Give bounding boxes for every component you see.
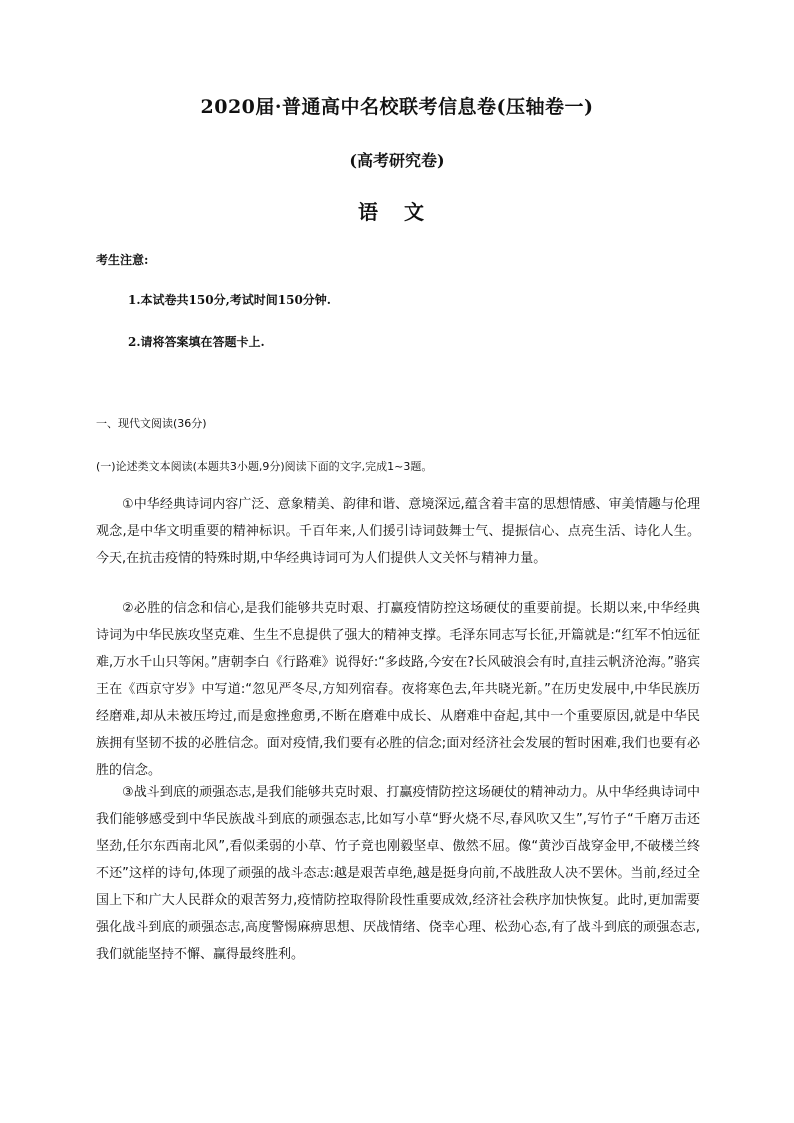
notice-item: 1.本试卷共150分,考试时间150分钟. (128, 293, 331, 307)
subsection-heading: (一)论述类文本阅读(本题共3小题,9分)阅读下面的文字,完成1~3题。 (96, 460, 433, 473)
paragraph: ③战斗到底的顽强态志,是我们能够共克时艰、打赢疫情防控这场硬仗的精神动力。从中华经典诗词中我们能够感受到中华民族战斗到底的顽强态志,比如写小草“野火烧不尽,春风吹又生”,写竹子“千磨万击还坚劲,任尔东西南北风”,看似柔弱的小草、竹子竟也刚毅坚卓、傲然不屈。像“黄沙百战穿金甲,不破楼兰终不还”这样的诗句,体现了顽强的战斗态志:越是艰苦卓绝,越是挺身向前,不战胜敌人决不罢休。当前,经过全国上下和广大人民群众的艰苦努力,疫情防控取得阶段性重要成效,经济社会秩序加快恢复。此时,更加需要强化战斗到底的顽强态志,高度警惕麻痹思想、厌战情绪、侥幸心理、松劲心态,有了战斗到底的顽强态志,我们就能坚持不懈、赢得最终胜利。 (96, 785, 700, 962)
notice-item: 2.请将答案填在答题卡上. (128, 335, 265, 349)
exam-subtitle: (高考研究卷) (349, 151, 445, 170)
notice-heading: 考生注意: (96, 253, 149, 267)
subject-title: 语文 (358, 200, 450, 224)
paragraph: ①中华经典诗词内容广泛、意象精美、韵律和谐、意境深远,蕴含着丰富的思想情感、审美情趣与伦理观念,是中华文明重要的精神标识。千百年来,人们援引诗词鼓舞士气、提振信心、点亮生活、诗化人生。今天,在抗击疫情的特殊时期,中华经典诗词可为人们提供人文关怀与精神力量。 (96, 497, 700, 566)
paragraph: ②必胜的信念和信心,是我们能够共克时艰、打赢疫情防控这场硬仗的重要前提。长期以来,中华经典诗词为中华民族攻坚克难、生生不息提供了强大的精神支撑。毛泽东同志写长征,开篇就是:“红军不怕远征难,万水千山只等闲。”唐朝李白《行路难》说得好:“多歧路,今安在?长风破浪会有时,直挂云帆济沧海。”骆宾王在《西京守岁》中写道:“忽见严冬尽,方知列宿春。夜将寒色去,年共晓光新。”在历史发展中,中华民族历经磨难,却从未被压垮过,而是愈挫愈勇,不断在磨难中成长、从磨难中奋起,其中一个重要原因,就是中华民族拥有坚韧不拔的必胜信念。面对疫情,我们要有必胜的信念;面对经济社会发展的暂时困难,我们也要有必胜的信念。 (96, 601, 700, 778)
section-heading: 一、现代文阅读(36分) (96, 417, 207, 430)
exam-title: 2020届·普通高中名校联考信息卷(压轴卷一) (200, 96, 594, 118)
